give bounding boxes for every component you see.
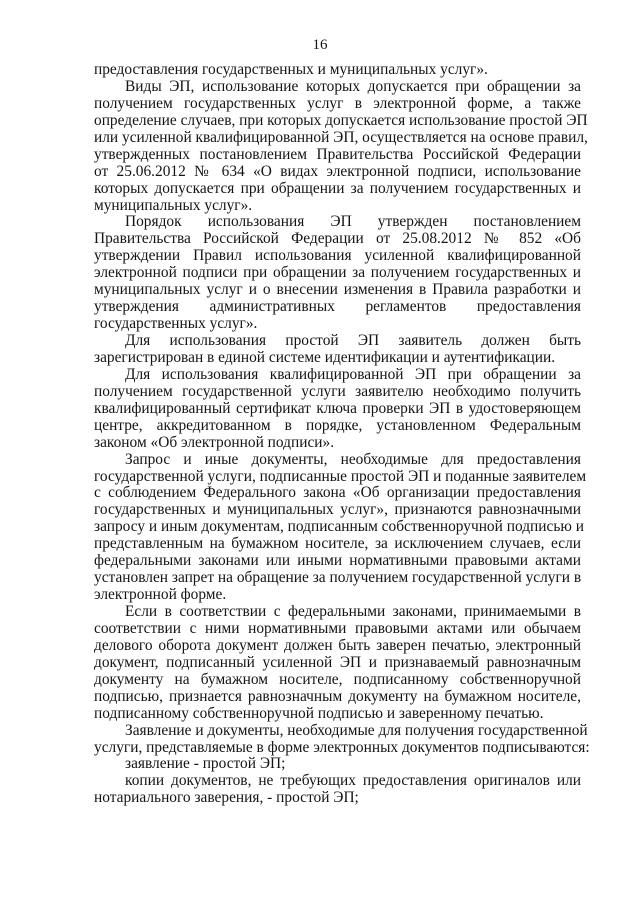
document-body <box>94 61 590 807</box>
text-line: документ, подписанный усиленной ЭП и признаваемый равнозначным <box>94 653 581 671</box>
text-line: законом «Об электронной подписи». <box>94 433 335 451</box>
text-line: подписанному собственноручной подписью и заверенному печатью. <box>94 704 544 722</box>
text-line: Для использования квалифицированной ЭП при обращении за <box>125 365 581 383</box>
text-line: утверждения административных регламентов предоставления <box>94 298 581 316</box>
text-line: соответствии с ними нормативными правовыми актами или обычаем <box>94 619 581 637</box>
text-line: утверждении Правил использования усиленной квалифицированной <box>94 247 581 265</box>
text-line: центре, аккредитованном в порядке, установленном Федеральным <box>94 416 581 434</box>
text-line: государственных и муниципальных услуг», признаются равнозначными <box>94 501 581 519</box>
text-line: муниципальных услуг». <box>94 196 253 214</box>
text-line: документу на бумажном носителе, подписанному собственноручной <box>94 670 581 688</box>
text-line: от 25.06.2012 № 634 «О видах электронной подписи, использование <box>94 162 581 180</box>
text-line: Если в соответствии с федеральными законами, принимаемыми в <box>125 603 581 620</box>
text-line: государственных услуг». <box>94 315 258 333</box>
text-line: квалифицированный сертификат ключа проверки ЭП в удостоверяющем <box>94 399 581 417</box>
text-line: заявление - простой ЭП; <box>125 755 286 773</box>
text-line: с соблюдением Федерального закона «Об организации предоставления <box>94 484 581 502</box>
text-line: подписью, признается равнозначным документу на бумажном носителе, <box>94 687 581 705</box>
text-line: которых допускается при обращении за получением государственных и <box>94 179 581 197</box>
text-line: Запрос и иные документы, необходимые для предоставления <box>125 450 581 468</box>
text-line: получением государственной услуги заявителю необходимо получить <box>94 382 581 400</box>
text-line: или усиленной квалифицированной ЭП, осуществляется на основе правил, <box>94 128 588 146</box>
text-line: электронной подписи при обращении за получением государственных и <box>94 264 581 282</box>
text-line: государственной услуги, подписанные простой ЭП и поданные заявителем <box>94 467 587 485</box>
text-line: Для использования простой ЭП заявитель должен быть <box>125 332 581 349</box>
page-number: 16 <box>312 37 328 53</box>
text-line: предоставления государственных и муниципальных услуг». <box>94 61 488 78</box>
text-line: определение случаев, при которых допускается использование простой ЭП <box>94 111 588 129</box>
text-line: получением государственных услуг в электронной форме, а также <box>94 94 581 112</box>
text-line: Заявление и документы, необходимые для получения государственной <box>125 721 588 739</box>
text-line: Виды ЭП, использование которых допускается при обращении за <box>125 77 581 95</box>
text-line: утвержденных постановлением Правительства Российской Федерации <box>94 145 581 163</box>
text-line: услуги, представляемые в форме электронных документов подписываются: <box>94 738 590 756</box>
text-line: зарегистрирован в единой системе идентификации и аутентификации. <box>94 348 556 366</box>
text-line: представленным на бумажном носителе, за исключением случаев, если <box>94 535 581 553</box>
text-line: электронной форме. <box>94 586 227 604</box>
text-line: установлен запрет на обращение за получением государственной услуги в <box>94 569 582 587</box>
text-line: Порядок использования ЭП утвержден постановлением <box>125 213 581 231</box>
text-line: нотариального заверения, - простой ЭП; <box>94 789 359 807</box>
text-line: федеральными законами или иными нормативными правовыми актами <box>94 552 581 570</box>
text-line: Правительства Российской Федерации от 25.08.2012 № 852 «Об <box>94 230 581 248</box>
text-line: копии документов, не требующих предоставления оригиналов или <box>125 772 581 790</box>
text-line: муниципальных услуг и о внесении изменения в Правила разработки и <box>94 281 581 299</box>
text-line: делового оборота документ должен быть заверен печатью, электронный <box>94 636 581 654</box>
text-line: запросу и иным документам, подписанным собственноручной подписью и <box>94 518 584 536</box>
